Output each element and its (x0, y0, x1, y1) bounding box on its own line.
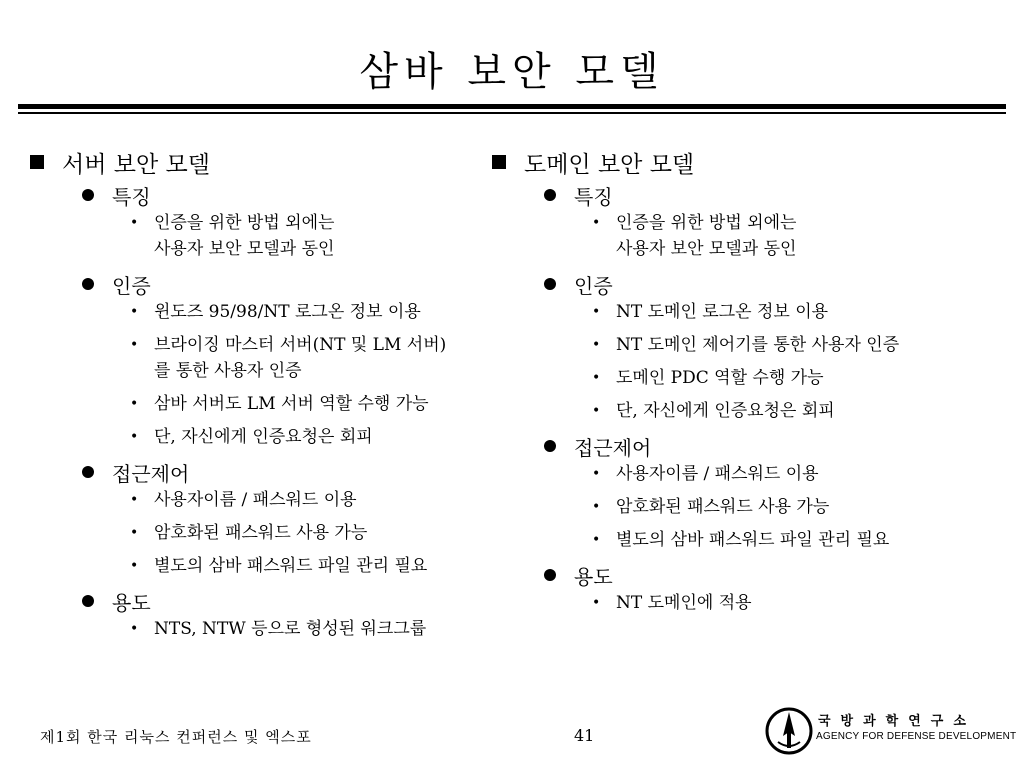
small-bullet-icon: • (592, 466, 601, 482)
feature-group (492, 560, 1012, 616)
small-bullet-icon: • (592, 337, 601, 353)
round-bullet-icon (82, 278, 94, 290)
bullet-item-text: NTS, NTW 등으로 형성된 워크그룹 (154, 619, 427, 639)
agency-name-english: AGENCY FOR DEFENSE DEVELOPMENT (816, 731, 1017, 742)
small-bullet-icon: • (130, 304, 139, 320)
subsection-label: 인증 (574, 273, 613, 298)
bullet-item-text: 암호화된 패스워드 사용 가능 (616, 497, 830, 517)
small-bullet-icon: • (130, 337, 139, 353)
bullet-item (592, 332, 1012, 358)
bullet-item-text: NT 도메인에 적용 (616, 593, 752, 613)
bullet-item-text: 암호화된 패스워드 사용 가능 (154, 523, 368, 543)
subsection-heading (82, 586, 500, 616)
feature-group (30, 457, 500, 579)
bullet-item-text: 사용자이름 / 패스워드 이용 (154, 490, 357, 510)
small-bullet-icon: • (130, 429, 139, 445)
bullet-item-text: 단, 자신에게 인증요청은 회피 (616, 401, 835, 421)
bullet-item (130, 332, 500, 384)
bullet-item-text: 별도의 삼바 패스워드 파일 관리 필요 (616, 530, 890, 550)
bullet-item-text: 인증을 위한 방법 외에는 사용자 보안 모델과 동인 (616, 213, 797, 259)
feature-group (492, 431, 1012, 553)
feature-group (30, 586, 500, 642)
bullet-item (592, 210, 1012, 262)
bullet-item-text: 단, 자신에게 인증요청은 회피 (154, 427, 373, 447)
bullet-item-text: 도메인 PDC 역할 수행 가능 (616, 368, 824, 388)
round-bullet-icon (82, 189, 94, 201)
bullet-item-text: 브라이징 마스터 서버(NT 및 LM 서버) 를 통한 사용자 인증 (154, 335, 447, 381)
bullet-item (130, 616, 500, 642)
round-bullet-icon (82, 466, 94, 478)
subsection-label: 용도 (574, 564, 613, 589)
round-bullet-icon (544, 189, 556, 201)
bullet-item (130, 487, 500, 513)
section-list (30, 180, 500, 642)
bullet-item-text: 삼바 서버도 LM 서버 역할 수행 가능 (154, 394, 429, 414)
round-bullet-icon (544, 569, 556, 581)
small-bullet-icon: • (592, 215, 601, 231)
small-bullet-icon: • (592, 532, 601, 548)
small-bullet-icon: • (592, 499, 601, 515)
bullet-item-text: 사용자이름 / 패스워드 이용 (616, 464, 819, 484)
domain-security-column (492, 146, 1012, 623)
square-bullet-icon (492, 155, 506, 169)
small-bullet-icon: • (592, 403, 601, 419)
bullet-item (592, 398, 1012, 424)
subsection-heading (544, 431, 1012, 461)
bullet-item (592, 494, 1012, 520)
server-security-column (30, 146, 500, 649)
slide-title: 삼바 보안 모델 (359, 49, 665, 95)
round-bullet-icon (544, 440, 556, 452)
agency-logo-icon (764, 706, 814, 756)
subsection-label: 용도 (112, 590, 151, 615)
heading-label: 도메인 보안 모델 (524, 151, 695, 178)
square-bullet-icon (30, 155, 44, 169)
heading-label: 서버 보안 모델 (62, 151, 210, 178)
small-bullet-icon: • (592, 370, 601, 386)
subsection-label: 접근제어 (112, 461, 190, 486)
bullet-item (130, 553, 500, 579)
domain-security-heading (492, 146, 1012, 178)
bullet-item (592, 590, 1012, 616)
bullet-item (130, 520, 500, 546)
feature-group (30, 269, 500, 450)
bullet-item (592, 365, 1012, 391)
bullet-item-text: NT 도메인 로그온 정보 이용 (616, 302, 829, 322)
round-bullet-icon (82, 595, 94, 607)
page-number: 41 (574, 726, 595, 745)
small-bullet-icon: • (130, 492, 139, 508)
small-bullet-icon: • (130, 525, 139, 541)
bullet-item-text: 별도의 삼바 패스워드 파일 관리 필요 (154, 556, 428, 576)
subsection-heading (82, 269, 500, 299)
subsection-label: 접근제어 (574, 435, 652, 460)
bullet-item-text: 인증을 위한 방법 외에는 사용자 보안 모델과 동인 (154, 213, 335, 259)
bullet-item-text: NT 도메인 제어기를 통한 사용자 인증 (616, 335, 900, 355)
subsection-heading (544, 269, 1012, 299)
subsection-heading (544, 180, 1012, 210)
feature-group (492, 269, 1012, 424)
subsection-heading (82, 180, 500, 210)
small-bullet-icon: • (130, 396, 139, 412)
title-rule-thin (18, 112, 1006, 114)
title-rule-thick (18, 104, 1006, 109)
bullet-item-text: 윈도즈 95/98/NT 로그온 정보 이용 (154, 302, 421, 322)
server-security-heading (30, 146, 500, 178)
bullet-item (130, 391, 500, 417)
bullet-item (592, 527, 1012, 553)
bullet-item (130, 424, 500, 450)
small-bullet-icon: • (130, 621, 139, 637)
bullet-item (130, 210, 500, 262)
small-bullet-icon: • (130, 215, 139, 231)
feature-group (30, 180, 500, 262)
small-bullet-icon: • (592, 595, 601, 611)
small-bullet-icon: • (592, 304, 601, 320)
subsection-heading (82, 457, 500, 487)
subsection-label: 특징 (112, 184, 151, 209)
section-list (492, 180, 1012, 616)
agency-name-korean: 국방과학연구소 (818, 714, 976, 729)
feature-group (492, 180, 1012, 262)
subsection-label: 특징 (574, 184, 613, 209)
small-bullet-icon: • (130, 558, 139, 574)
conference-name: 제1회 한국 리눅스 컨퍼런스 및 엑스포 (40, 728, 312, 746)
bullet-item (130, 299, 500, 325)
bullet-item (592, 299, 1012, 325)
bullet-item (592, 461, 1012, 487)
round-bullet-icon (544, 278, 556, 290)
subsection-label: 인증 (112, 273, 151, 298)
subsection-heading (544, 560, 1012, 590)
